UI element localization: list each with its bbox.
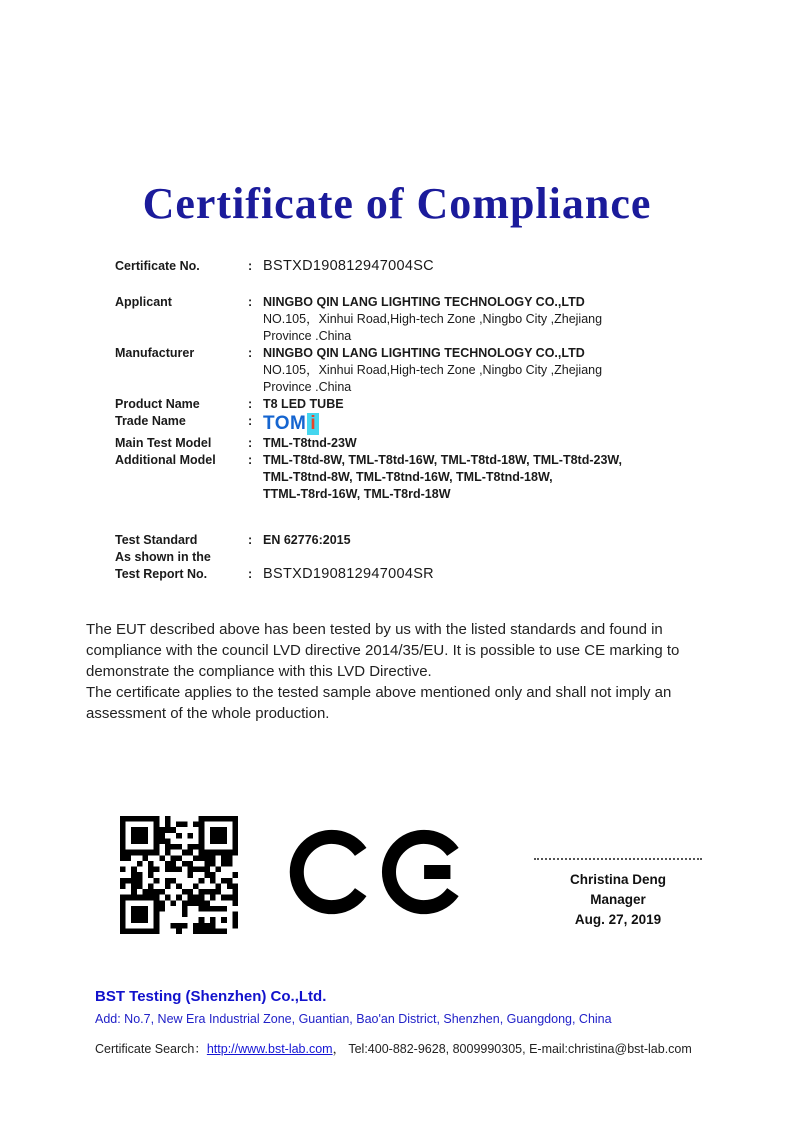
test-standard-label: Test Standard <box>115 533 198 547</box>
signer-title: Manager <box>590 892 646 907</box>
additional-model-line2: TML-T8tnd-8W, TML-T8tnd-16W, TML-T8tnd-18W, <box>263 470 553 484</box>
manufacturer-value <box>263 345 743 396</box>
footer-contact-info: ， Tel:400-882-9628, 8009990305, E-mail:christina@bst-lab.com <box>332 1042 692 1056</box>
additional-model-line3: TTML-T8rd-16W, TML-T8rd-18W <box>263 487 451 501</box>
qr-code-image <box>120 816 238 934</box>
applicant-label: Applicant <box>115 295 172 309</box>
test-report-value: BSTXD190812947004SR <box>263 566 434 582</box>
trade-name-value <box>263 413 743 435</box>
marks-row <box>0 816 794 934</box>
signature-line <box>534 858 702 860</box>
field-row-main-test-model <box>115 435 794 452</box>
main-test-model-value: TML-T8tnd-23W <box>263 436 357 450</box>
tomi-brand-logo <box>263 413 319 435</box>
ce-mark-logo <box>288 820 468 929</box>
field-row-test-report <box>115 549 794 583</box>
test-report-label-line2: Test Report No. <box>115 567 208 581</box>
trade-name-label: Trade Name <box>115 414 186 428</box>
applicant-address-line2: Province .China <box>263 329 352 343</box>
additional-model-label: Additional Model <box>115 453 216 467</box>
declaration-paragraph-2: The certificate applies to the tested sample above mentioned only and shall not imply an assessment of the whole production. <box>86 684 672 722</box>
field-row-manufacturer <box>115 345 794 396</box>
field-colon: : <box>248 567 253 581</box>
declaration-paragraph-1: The EUT described above has been tested by us with the listed standards and found in compliance with the council LVD directive 2014/35/EU. It is possible to use CE marking to demonstrate the compliance with this LVD Directive. <box>86 621 680 680</box>
signature-block <box>534 858 702 930</box>
additional-model-line1: TML-T8td-8W, TML-T8td-16W, TML-T8td-18W, TML-T8td-23W, <box>263 453 622 467</box>
certificate-no-label: Certificate No. <box>115 259 200 273</box>
field-colon: : <box>248 259 253 273</box>
applicant-address-line1: NO.105，Xinhui Road,High-tech Zone ,Ningbo City ,Zhejiang <box>263 312 603 326</box>
field-colon: : <box>248 414 253 428</box>
additional-model-value <box>263 452 743 503</box>
test-report-label-line1: As shown in the <box>115 550 211 564</box>
fields-section <box>115 258 794 583</box>
field-colon: : <box>248 533 253 547</box>
product-name-value: T8 LED TUBE <box>263 397 344 411</box>
field-colon: : <box>248 346 253 360</box>
footer-company-name: BST Testing (Shenzhen) Co.,Ltd. <box>95 988 327 1005</box>
declaration-text <box>86 619 716 724</box>
certificate-search-label: Certificate Search： <box>95 1042 207 1056</box>
field-row-product-name <box>115 396 794 413</box>
field-row-additional-model <box>115 452 794 503</box>
footer-address: Add: No.7, New Era Industrial Zone, Guantian, Bao'an District, Shenzhen, Guangdong, China <box>95 1012 612 1026</box>
product-name-label: Product Name <box>115 397 200 411</box>
field-row-applicant <box>115 294 794 345</box>
manufacturer-address-line1: NO.105，Xinhui Road,High-tech Zone ,Ningbo City ,Zhejiang <box>263 363 603 377</box>
certificate-search-link[interactable]: http://www.bst-lab.com <box>206 1042 333 1056</box>
certificate-no-value: BSTXD190812947004SC <box>263 258 434 274</box>
footer-search-line <box>95 1039 755 1057</box>
field-colon: : <box>248 436 253 450</box>
signature-date: Aug. 27, 2019 <box>574 912 662 927</box>
manufacturer-name: NINGBO QIN LANG LIGHTING TECHNOLOGY CO.,LTD <box>263 346 585 360</box>
field-colon: : <box>248 397 253 411</box>
applicant-value <box>263 294 743 345</box>
test-report-label <box>115 549 248 583</box>
page-title: Certificate of Compliance <box>142 179 652 228</box>
field-colon: : <box>248 295 253 309</box>
test-standard-value: EN 62776:2015 <box>263 533 351 547</box>
footer <box>95 988 755 1057</box>
tomi-logo-text: TOM <box>263 413 307 434</box>
applicant-name: NINGBO QIN LANG LIGHTING TECHNOLOGY CO.,LTD <box>263 295 585 309</box>
signer-name: Christina Deng <box>569 872 666 887</box>
field-colon: : <box>248 453 253 467</box>
manufacturer-address-line2: Province .China <box>263 380 352 394</box>
ce-logo-svg <box>288 820 468 924</box>
main-test-model-label: Main Test Model <box>115 436 212 450</box>
field-row-certificate-no <box>115 258 794 275</box>
field-row-trade-name <box>115 413 794 435</box>
field-row-test-standard <box>115 532 794 549</box>
manufacturer-label: Manufacturer <box>115 346 195 360</box>
tomi-logo-i: i <box>307 413 318 435</box>
